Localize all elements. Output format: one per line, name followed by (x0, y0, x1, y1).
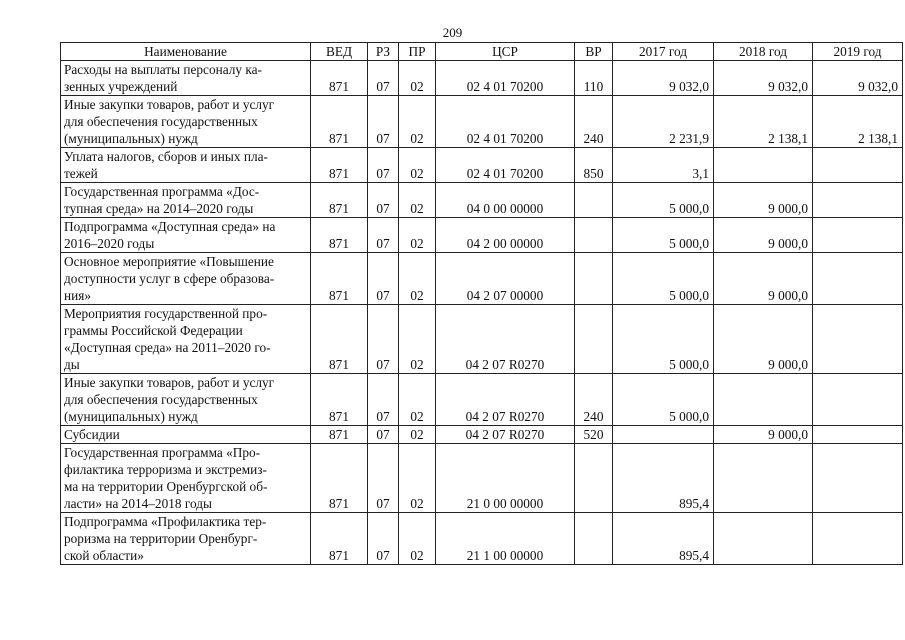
row-ved-cell: 871 (311, 61, 368, 96)
table-row (61, 96, 903, 148)
row-ved-cell: 871 (311, 96, 368, 148)
row-ved-cell: 871 (311, 513, 368, 565)
row-name-cell: Иные закупки товаров, работ и услуг для обеспечения государственных (муниципальных) нужд (61, 374, 311, 426)
row-rz-cell: 07 (368, 253, 399, 305)
header-2017: 2017 год (613, 43, 714, 61)
row-pr-cell: 02 (399, 513, 436, 565)
row-2017-cell: 9 032,0 (613, 61, 714, 96)
row-rz-cell: 07 (368, 183, 399, 218)
header-row (61, 43, 903, 61)
row-vr-cell (575, 444, 613, 513)
row-rz-cell: 07 (368, 305, 399, 374)
row-vr-cell (575, 218, 613, 253)
header-vr: ВР (575, 43, 613, 61)
row-pr-cell: 02 (399, 96, 436, 148)
row-2017-cell: 895,4 (613, 444, 714, 513)
row-2019-cell (813, 444, 903, 513)
row-rz-cell: 07 (368, 96, 399, 148)
header-2019: 2019 год (813, 43, 903, 61)
row-name-cell: Расходы на выплаты персоналу ка- зенных учреждений (61, 61, 311, 96)
row-2018-cell: 9 000,0 (714, 218, 813, 253)
row-2018-cell: 9 000,0 (714, 426, 813, 444)
budget-table (60, 42, 903, 565)
row-vr-cell (575, 253, 613, 305)
row-csr-cell: 04 2 00 00000 (436, 218, 575, 253)
table-row (61, 444, 903, 513)
row-name-cell: Уплата налогов, сборов и иных пла- тежей (61, 148, 311, 183)
row-vr-cell (575, 513, 613, 565)
row-2017-cell: 3,1 (613, 148, 714, 183)
row-pr-cell: 02 (399, 305, 436, 374)
table-row (61, 305, 903, 374)
row-2017-cell: 5 000,0 (613, 183, 714, 218)
row-2019-cell (813, 513, 903, 565)
header-ved: ВЕД (311, 43, 368, 61)
table-row (61, 148, 903, 183)
row-vr-cell (575, 305, 613, 374)
row-vr-cell: 850 (575, 148, 613, 183)
row-csr-cell: 04 2 07 R0270 (436, 305, 575, 374)
row-ved-cell: 871 (311, 305, 368, 374)
row-2019-cell (813, 148, 903, 183)
row-name-cell: Государственная программа «Дос- тупная среда» на 2014–2020 годы (61, 183, 311, 218)
row-rz-cell: 07 (368, 513, 399, 565)
row-2019-cell: 9 032,0 (813, 61, 903, 96)
row-vr-cell: 110 (575, 61, 613, 96)
row-csr-cell: 02 4 01 70200 (436, 61, 575, 96)
row-ved-cell: 871 (311, 426, 368, 444)
table-row (61, 374, 903, 426)
row-2019-cell (813, 183, 903, 218)
row-rz-cell: 07 (368, 374, 399, 426)
row-2019-cell (813, 374, 903, 426)
row-csr-cell: 02 4 01 70200 (436, 148, 575, 183)
row-2017-cell: 5 000,0 (613, 305, 714, 374)
row-pr-cell: 02 (399, 444, 436, 513)
row-ved-cell: 871 (311, 444, 368, 513)
row-2017-cell: 5 000,0 (613, 374, 714, 426)
row-2018-cell (714, 444, 813, 513)
header-pr: ПР (399, 43, 436, 61)
header-csr: ЦСР (436, 43, 575, 61)
row-csr-cell: 04 0 00 00000 (436, 183, 575, 218)
row-name-cell: Иные закупки товаров, работ и услуг для обеспечения государственных (муниципальных) нужд (61, 96, 311, 148)
row-2017-cell: 895,4 (613, 513, 714, 565)
row-pr-cell: 02 (399, 426, 436, 444)
row-vr-cell: 520 (575, 426, 613, 444)
row-ved-cell: 871 (311, 218, 368, 253)
row-ved-cell: 871 (311, 148, 368, 183)
row-csr-cell: 04 2 07 R0270 (436, 374, 575, 426)
row-name-cell: Основное мероприятие «Повышение доступности услуг в сфере образова- ния» (61, 253, 311, 305)
table-row (61, 61, 903, 96)
row-rz-cell: 07 (368, 444, 399, 513)
table-row (61, 253, 903, 305)
row-vr-cell: 240 (575, 374, 613, 426)
row-2018-cell: 9 032,0 (714, 61, 813, 96)
table-row (61, 513, 903, 565)
row-rz-cell: 07 (368, 61, 399, 96)
row-pr-cell: 02 (399, 253, 436, 305)
row-2017-cell: 5 000,0 (613, 218, 714, 253)
row-csr-cell: 04 2 07 R0270 (436, 426, 575, 444)
row-csr-cell: 04 2 07 00000 (436, 253, 575, 305)
row-2018-cell (714, 148, 813, 183)
row-2017-cell (613, 426, 714, 444)
row-name-cell: Подпрограмма «Доступная среда» на 2016–2020 годы (61, 218, 311, 253)
header-name: Наименование (61, 43, 311, 61)
row-pr-cell: 02 (399, 61, 436, 96)
row-pr-cell: 02 (399, 148, 436, 183)
row-vr-cell: 240 (575, 96, 613, 148)
row-2018-cell: 9 000,0 (714, 305, 813, 374)
row-rz-cell: 07 (368, 218, 399, 253)
header-2018: 2018 год (714, 43, 813, 61)
row-2019-cell: 2 138,1 (813, 96, 903, 148)
row-name-cell: Субсидии (61, 426, 311, 444)
row-rz-cell: 07 (368, 426, 399, 444)
row-2018-cell (714, 374, 813, 426)
row-csr-cell: 21 1 00 00000 (436, 513, 575, 565)
row-csr-cell: 21 0 00 00000 (436, 444, 575, 513)
row-2019-cell (813, 305, 903, 374)
row-pr-cell: 02 (399, 374, 436, 426)
row-2017-cell: 5 000,0 (613, 253, 714, 305)
row-vr-cell (575, 183, 613, 218)
row-name-cell: Государственная программа «Про- филактика терроризма и экстремиз- ма на территории Оренбургской об- ласти» на 2014–2018 годы (61, 444, 311, 513)
row-2019-cell (813, 426, 903, 444)
row-2018-cell (714, 513, 813, 565)
row-ved-cell: 871 (311, 374, 368, 426)
table-row (61, 183, 903, 218)
row-ved-cell: 871 (311, 183, 368, 218)
page-number: 209 (442, 25, 463, 40)
row-2018-cell: 2 138,1 (714, 96, 813, 148)
row-csr-cell: 02 4 01 70200 (436, 96, 575, 148)
table-row (61, 426, 903, 444)
row-2018-cell: 9 000,0 (714, 253, 813, 305)
row-2019-cell (813, 253, 903, 305)
row-pr-cell: 02 (399, 183, 436, 218)
row-name-cell: Подпрограмма «Профилактика тер- роризма на территории Оренбург- ской области» (61, 513, 311, 565)
table-row (61, 218, 903, 253)
row-rz-cell: 07 (368, 148, 399, 183)
row-2017-cell: 2 231,9 (613, 96, 714, 148)
row-ved-cell: 871 (311, 253, 368, 305)
row-2019-cell (813, 218, 903, 253)
row-2018-cell: 9 000,0 (714, 183, 813, 218)
header-rz: РЗ (368, 43, 399, 61)
row-pr-cell: 02 (399, 218, 436, 253)
row-name-cell: Мероприятия государственной про- граммы Российской Федерации «Доступная среда» на 2011–2020 го- ды (61, 305, 311, 374)
